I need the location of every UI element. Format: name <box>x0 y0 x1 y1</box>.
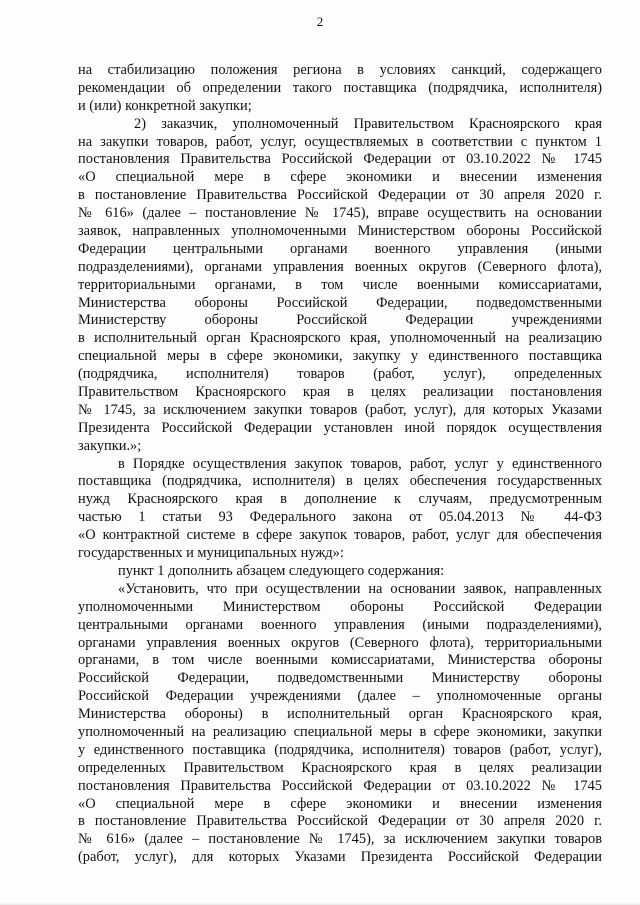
text-line: в постановление Правительства Российской Федерации от 30 апреля 2020 г. <box>78 187 602 204</box>
text-line: органами, в том числе военными комиссариатами, Министерства обороны <box>78 652 602 669</box>
text-line: и (или) конкретной закупки; <box>78 97 252 114</box>
text-line: Президента Российской Федерации установлен иной порядок осуществления <box>78 419 602 436</box>
text-line: на закупки товаров, работ, услуг, осуществляемых в соответствии с пунктом 1 <box>78 133 602 150</box>
text-line: № 616» (далее – постановление № 1745), за исключением закупки товаров <box>78 831 602 848</box>
text-line: рекомендации об определении такого поставщика (подрядчика, исполнителя) <box>78 79 602 96</box>
text-line: закупки.»; <box>78 437 142 454</box>
text-line: территориальными органами, в том числе военными комиссариатами, <box>78 276 602 293</box>
text-line: заявок, направленных уполномоченными Министерством обороны Российской <box>78 223 602 240</box>
text-line: «Установить, что при осуществлении на основании заявок, направленных <box>118 580 602 597</box>
text-line: у единственного поставщика (подрядчика, исполнителя) товаров (работ, услуг), <box>78 741 602 758</box>
document-body <box>78 62 602 867</box>
text-line: уполномоченный на реализацию специальной меры в сфере экономики, закупки <box>78 723 602 740</box>
text-line: нужд Красноярского края в дополнение к случаям, предусмотренным <box>78 491 602 508</box>
text-line: поставщика (подрядчика, исполнителя) в целях обеспечения государственных <box>78 473 602 490</box>
text-line: «О специальной мере в сфере экономики и внесении изменения <box>78 795 602 812</box>
text-line: на стабилизацию положения региона в условиях санкций, содержащего <box>78 62 602 78</box>
page-number: 2 <box>316 14 324 29</box>
text-line: (работ, услуг), для которых Указами Президента Российской Федерации <box>78 849 602 866</box>
text-line: государственных и муниципальных нужд»: <box>78 545 344 562</box>
text-line: Правительством Красноярского края в целях реализации постановления <box>78 384 602 401</box>
text-line: в исполнительный орган Красноярского края, уполномоченный на реализацию <box>78 330 602 347</box>
text-line: Российской Федерации учреждениями (далее – уполномоченные органы <box>78 688 602 705</box>
text-line: Российской Федерации, подведомственными Министерству обороны <box>78 670 602 687</box>
text-line: пункт 1 дополнить абзацем следующего содержания: <box>118 562 445 579</box>
text-line: Министерству обороны Российской Федерации учреждениями <box>78 312 602 329</box>
text-line: органами управления военных округов (Северного флота), территориальными <box>78 634 602 651</box>
text-line: постановления Правительства Российской Федерации от 03.10.2022 № 1745 <box>78 777 602 794</box>
text-line: Министерства обороны) в исполнительный орган Красноярского края, <box>78 706 602 723</box>
text-line: 2) заказчик, уполномоченный Правительством Красноярского края <box>134 115 602 132</box>
text-line: (подрядчика, исполнителя) товаров (работ, услуг), определенных <box>78 366 602 383</box>
text-line: частью 1 статьи 93 Федерального закона от 05.04.2013 № 44-ФЗ <box>78 509 602 526</box>
text-line: уполномоченными Министерством обороны Российской Федерации <box>78 598 602 615</box>
text-line: постановления Правительства Российской Федерации от 03.10.2022 № 1745 <box>78 151 602 168</box>
text-line: «О контрактной системе в сфере закупок товаров, работ, услуг для обеспечения <box>78 527 602 544</box>
text-line: определенных Правительством Красноярского края в целях реализации <box>78 759 602 776</box>
text-line: Федерации центральными органами военного управления (иными <box>78 240 602 257</box>
text-line: № 616» (далее – постановление № 1745), вправе осуществить на основании <box>78 205 602 222</box>
text-line: специальной меры в сфере экономики, закупку у единственного поставщика <box>78 348 602 365</box>
text-line: № 1745, за исключением закупки товаров (работ, услуг), для которых Указами <box>78 401 602 418</box>
text-line: центральными органами военного управления (иными подразделениями), <box>78 616 602 633</box>
text-line: подразделениями), органами управления военных округов (Северного флота), <box>78 258 602 275</box>
text-line: «О специальной мере в сфере экономики и внесении изменения <box>78 169 602 186</box>
text-line: в Порядке осуществления закупок товаров, работ, услуг у единственного <box>118 455 602 472</box>
text-line: Министерства обороны Российской Федерации, подведомственными <box>78 294 602 311</box>
text-line: в постановление Правительства Российской Федерации от 30 апреля 2020 г. <box>78 813 602 830</box>
